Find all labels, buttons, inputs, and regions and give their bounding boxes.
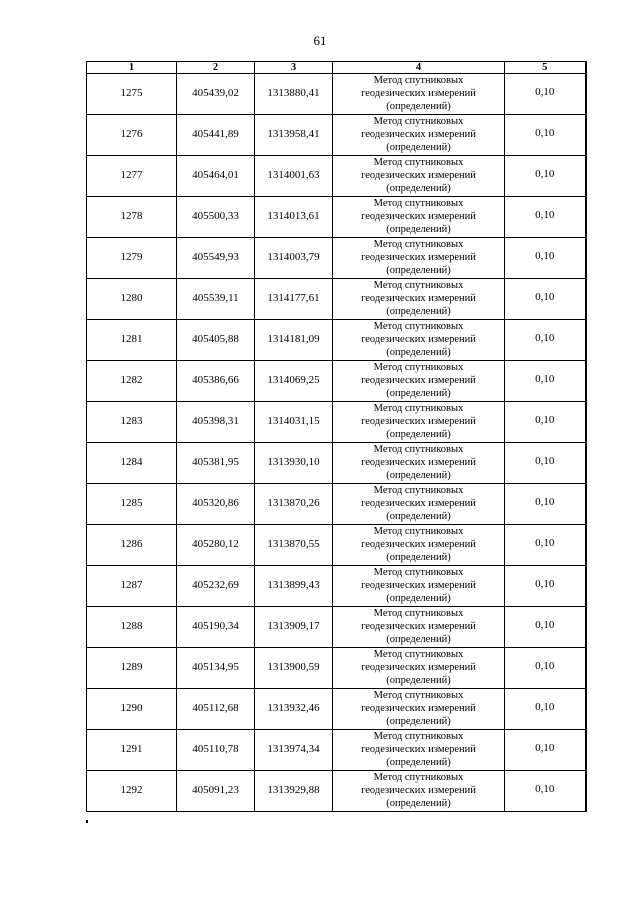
table-row [87,525,586,566]
method-line: Метод спутниковых [373,567,464,578]
method-line: (определений) [386,142,451,153]
column-header-5: 5 [505,62,586,74]
table-row [87,115,586,156]
accuracy-cell: 0,10 [505,443,586,484]
method-line: Метод спутниковых [373,444,464,455]
method-cell [333,525,505,566]
method-line: Метод спутниковых [373,772,464,783]
column-header-2: 2 [177,62,255,74]
x-coordinate-cell: 405464,01 [177,156,255,197]
point-number-cell: 1281 [87,320,177,361]
method-line: геодезических измерений [361,744,476,755]
method-cell [333,238,505,279]
point-number-cell: 1286 [87,525,177,566]
method-cell [333,689,505,730]
method-line: Метод спутниковых [373,485,464,496]
y-coordinate-cell: 1313958,41 [255,115,333,156]
method-line: геодезических измерений [361,662,476,673]
coordinates-table [86,61,587,812]
accuracy-cell: 0,10 [505,484,586,525]
accuracy-cell: 0,10 [505,525,586,566]
y-coordinate-cell: 1313870,55 [255,525,333,566]
point-number-cell: 1292 [87,771,177,812]
y-coordinate-cell: 1314181,09 [255,320,333,361]
method-line: Метод спутниковых [373,280,464,291]
method-line: геодезических измерений [361,785,476,796]
accuracy-cell: 0,10 [505,566,586,607]
method-cell [333,320,505,361]
table-row [87,730,586,771]
accuracy-cell: 0,10 [505,156,586,197]
method-line: (определений) [386,388,451,399]
method-line: геодезических измерений [361,170,476,181]
table-row [87,648,586,689]
x-coordinate-cell: 405320,86 [177,484,255,525]
method-line: геодезических измерений [361,88,476,99]
y-coordinate-cell: 1314013,61 [255,197,333,238]
x-coordinate-cell: 405398,31 [177,402,255,443]
accuracy-cell: 0,10 [505,607,586,648]
method-line: геодезических измерений [361,129,476,140]
method-line: геодезических измерений [361,375,476,386]
method-cell [333,197,505,238]
y-coordinate-cell: 1313870,26 [255,484,333,525]
y-coordinate-cell: 1313974,34 [255,730,333,771]
table-row [87,689,586,730]
point-number-cell: 1284 [87,443,177,484]
method-line: (определений) [386,224,451,235]
table-edge-mark [86,820,88,823]
x-coordinate-cell: 405405,88 [177,320,255,361]
method-cell [333,74,505,115]
table-row [87,279,586,320]
point-number-cell: 1276 [87,115,177,156]
y-coordinate-cell: 1314031,15 [255,402,333,443]
method-cell [333,484,505,525]
y-coordinate-cell: 1313930,10 [255,443,333,484]
x-coordinate-cell: 405549,93 [177,238,255,279]
method-cell [333,361,505,402]
method-line: Метод спутниковых [373,239,464,250]
method-cell [333,115,505,156]
method-line: Метод спутниковых [373,116,464,127]
x-coordinate-cell: 405134,95 [177,648,255,689]
accuracy-cell: 0,10 [505,279,586,320]
table-row [87,156,586,197]
method-line: геодезических измерений [361,457,476,468]
y-coordinate-cell: 1313929,88 [255,771,333,812]
point-number-cell: 1290 [87,689,177,730]
method-line: (определений) [386,429,451,440]
method-line: геодезических измерений [361,498,476,509]
point-number-cell: 1278 [87,197,177,238]
table-row [87,320,586,361]
table-header-row [87,62,586,74]
accuracy-cell: 0,10 [505,648,586,689]
method-line: Метод спутниковых [373,731,464,742]
point-number-cell: 1280 [87,279,177,320]
method-line: геодезических измерений [361,416,476,427]
method-line: (определений) [386,634,451,645]
method-line: геодезических измерений [361,334,476,345]
point-number-cell: 1291 [87,730,177,771]
method-line: (определений) [386,511,451,522]
table-row [87,74,586,115]
method-line: Метод спутниковых [373,403,464,414]
accuracy-cell: 0,10 [505,361,586,402]
x-coordinate-cell: 405539,11 [177,279,255,320]
point-number-cell: 1289 [87,648,177,689]
accuracy-cell: 0,10 [505,115,586,156]
point-number-cell: 1277 [87,156,177,197]
table-row [87,238,586,279]
x-coordinate-cell: 405439,02 [177,74,255,115]
method-line: Метод спутниковых [373,75,464,86]
method-cell [333,771,505,812]
point-number-cell: 1279 [87,238,177,279]
method-line: Метод спутниковых [373,690,464,701]
point-number-cell: 1288 [87,607,177,648]
x-coordinate-cell: 405190,34 [177,607,255,648]
method-line: геодезических измерений [361,539,476,550]
method-line: Метод спутниковых [373,321,464,332]
x-coordinate-cell: 405386,66 [177,361,255,402]
y-coordinate-cell: 1314069,25 [255,361,333,402]
method-line: (определений) [386,593,451,604]
table-row [87,484,586,525]
accuracy-cell: 0,10 [505,74,586,115]
x-coordinate-cell: 405280,12 [177,525,255,566]
accuracy-cell: 0,10 [505,320,586,361]
column-header-1: 1 [87,62,177,74]
table-row [87,566,586,607]
x-coordinate-cell: 405091,23 [177,771,255,812]
table-row [87,607,586,648]
accuracy-cell: 0,10 [505,197,586,238]
method-line: (определений) [386,470,451,481]
column-header-3: 3 [255,62,333,74]
method-line: геодезических измерений [361,293,476,304]
table-row [87,443,586,484]
method-cell [333,730,505,771]
y-coordinate-cell: 1313880,41 [255,74,333,115]
table-row [87,771,586,812]
accuracy-cell: 0,10 [505,771,586,812]
method-line: (определений) [386,716,451,727]
y-coordinate-cell: 1314177,61 [255,279,333,320]
method-line: Метод спутниковых [373,157,464,168]
accuracy-cell: 0,10 [505,689,586,730]
method-line: геодезических измерений [361,211,476,222]
method-cell [333,279,505,320]
y-coordinate-cell: 1313909,17 [255,607,333,648]
y-coordinate-cell: 1313932,46 [255,689,333,730]
x-coordinate-cell: 405112,68 [177,689,255,730]
table-row [87,197,586,238]
method-line: (определений) [386,183,451,194]
method-line: (определений) [386,798,451,809]
y-coordinate-cell: 1313900,59 [255,648,333,689]
page-number: 61 [313,33,327,48]
accuracy-cell: 0,10 [505,238,586,279]
x-coordinate-cell: 405500,33 [177,197,255,238]
method-line: Метод спутниковых [373,649,464,660]
method-line: Метод спутниковых [373,362,464,373]
table-row [87,402,586,443]
method-line: (определений) [386,675,451,686]
method-line: (определений) [386,552,451,563]
x-coordinate-cell: 405232,69 [177,566,255,607]
y-coordinate-cell: 1314001,63 [255,156,333,197]
point-number-cell: 1285 [87,484,177,525]
method-cell [333,607,505,648]
method-line: Метод спутниковых [373,198,464,209]
method-line: Метод спутниковых [373,608,464,619]
method-line: Метод спутниковых [373,526,464,537]
column-header-4: 4 [333,62,505,74]
point-number-cell: 1275 [87,74,177,115]
accuracy-cell: 0,10 [505,402,586,443]
method-cell [333,648,505,689]
accuracy-cell: 0,10 [505,730,586,771]
method-line: геодезических измерений [361,621,476,632]
point-number-cell: 1282 [87,361,177,402]
point-number-cell: 1283 [87,402,177,443]
method-cell [333,156,505,197]
method-line: (определений) [386,347,451,358]
point-number-cell: 1287 [87,566,177,607]
y-coordinate-cell: 1313899,43 [255,566,333,607]
method-cell [333,402,505,443]
method-line: (определений) [386,757,451,768]
method-line: геодезических измерений [361,703,476,714]
method-cell [333,566,505,607]
method-line: геодезических измерений [361,580,476,591]
method-line: (определений) [386,265,451,276]
method-line: (определений) [386,101,451,112]
y-coordinate-cell: 1314003,79 [255,238,333,279]
x-coordinate-cell: 405110,78 [177,730,255,771]
method-line: (определений) [386,306,451,317]
x-coordinate-cell: 405441,89 [177,115,255,156]
table-row [87,361,586,402]
x-coordinate-cell: 405381,95 [177,443,255,484]
table-body [87,74,586,812]
method-cell [333,443,505,484]
method-line: геодезических измерений [361,252,476,263]
